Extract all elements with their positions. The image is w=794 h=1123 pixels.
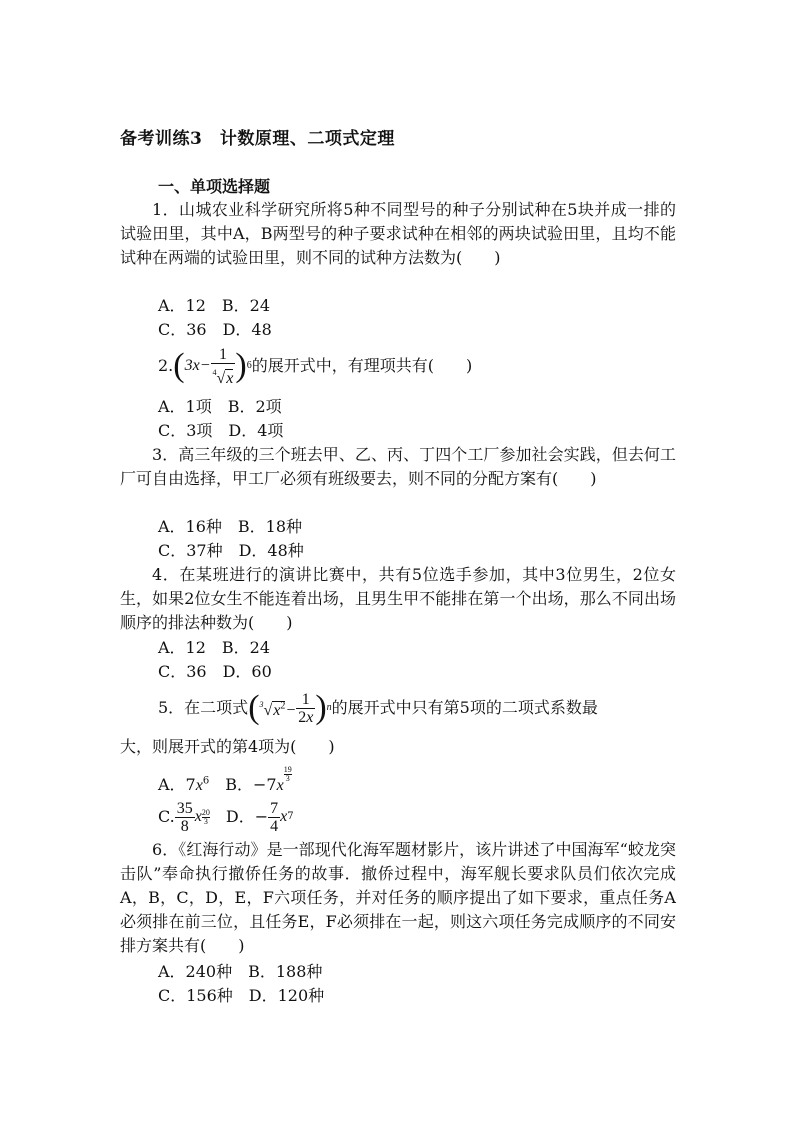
question-2-number: 2.	[158, 356, 174, 375]
question-3-options-cd: C．37种 D．48种	[158, 541, 304, 560]
question-4-options-ab: A．12 B．24	[158, 638, 271, 657]
question-1-options-ab: A．12 B．24	[158, 296, 271, 315]
question-1: 1．山城农业科学研究所将5种不同型号的种子分别试种在5块并成一排的试验田里，其中A，B两型号的种子要求试种在相邻的两块试验田里，且均不能试种在两端的试验田里，则不同的试种方法数为( )	[120, 200, 676, 267]
question-2	[158, 342, 472, 390]
question-5-line2: 大，则展开式的第4项为( )	[120, 737, 335, 756]
question-4-options-cd: C．36 D．60	[158, 662, 272, 681]
formula-exponent: n	[326, 702, 332, 713]
formula-fraction: $\frac{1}{2x}$	[298, 690, 314, 726]
formula-paren-left: (	[173, 347, 185, 384]
question-1-options-cd: C．36 D．48	[158, 320, 272, 339]
question-5-options-cd: C. $\frac{35}{8}$ x $\frac{20}{3}$ D．− $\frac{7}{4}$ x 7	[158, 799, 294, 835]
question-2-options-cd: C．3项 D．4项	[158, 421, 284, 440]
question-3-options-ab: A．16种 B．18种	[158, 517, 303, 536]
question-6-options-ab: A．240种 B．188种	[158, 962, 323, 981]
page-title: 备考训练3 计数原理、二项式定理	[120, 129, 395, 149]
question-5-stem: 的展开式中只有第5项的二项式系数最	[331, 698, 598, 717]
formula-term: 3x−	[184, 357, 211, 374]
question-3: 3．高三年级的三个班去甲、乙、丙、丁四个工厂参加社会实践，但去何工厂可自由选择，甲工厂必须有班级要去，则不同的分配方案有( )	[120, 445, 676, 488]
question-4: 4．在某班进行的演讲比赛中，共有5位选手参加，其中3位男生，2位女生，如果2位女生不能连着出场，且男生甲不能排在第一个出场，那么不同出场顺序的排法种数为( )	[120, 565, 676, 632]
formula-radical: $^3√x^2-$	[259, 700, 297, 719]
formula-paren-left: (	[248, 689, 260, 726]
question-5-options-ab: A．$7x^6$ B．−7x $\frac{19}{3}$	[158, 765, 292, 794]
question-5-head: 5．在二项式	[158, 698, 249, 717]
formula-exponent: 6	[246, 360, 252, 371]
question-2-stem: 的展开式中，有理项共有( )	[251, 356, 473, 375]
formula-paren-right: )	[315, 689, 327, 726]
question-2-options-ab: A．1项 B．2项	[158, 397, 282, 416]
question-6: 6．《红海行动》是一部现代化海军题材影片，该片讲述了中国海军“蛟龙突击队”奉命执行撤侨任务的故事．撤侨过程中，海军舰长要求队员们依次完成A，B，C，D，E，F六项任务，并对任务的顺序提出了如下要求，重点任务A必须排在前三位，且任务E，F必须排在一起，则这六项任务完成顺序的不同安排方案共有( )	[120, 840, 676, 955]
formula-paren-right: )	[235, 347, 247, 384]
section-heading: 一、单项选择题	[158, 177, 271, 196]
question-5	[158, 684, 678, 732]
formula-fraction: $\frac{1}{^4√x}$	[212, 345, 234, 387]
question-6-options-cd: C．156种 D．120种	[158, 986, 325, 1005]
